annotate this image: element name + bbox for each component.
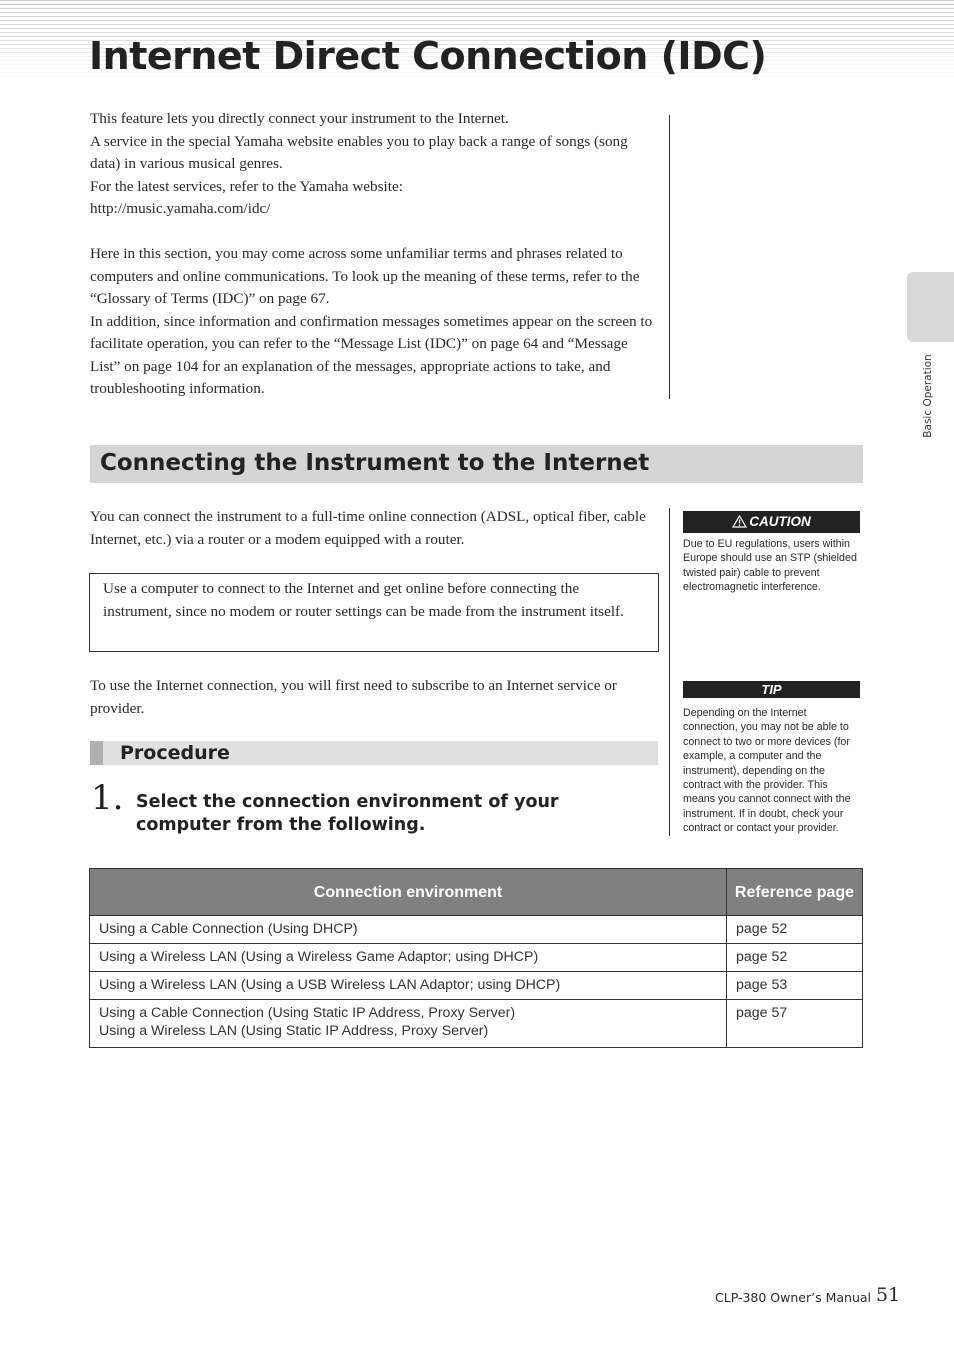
procedure-header [90, 741, 658, 765]
tip-header [683, 681, 860, 698]
yamaha-url: http://music.yamaha.com/idc/ [90, 200, 271, 217]
caution-label: CAUTION [749, 514, 811, 529]
intro-line: For the latest services, refer to the Yamaha website: [90, 177, 403, 195]
chapter-tab-label: Basic Operation [922, 354, 934, 438]
caution-header [683, 511, 860, 533]
glossary-paragraph: Here in this section, you may come across some unfamiliar terms and phrases related to computers and online communications. To look up the meaning of these terms, refer to the “Glossary of Terms (IDC)” on page 67. [90, 245, 640, 307]
procedure-title: Procedure [120, 742, 230, 764]
page-title: Internet Direct Connection (IDC) [89, 34, 767, 78]
environment-cell: Using a Wireless LAN (Using a Wireless Game Adaptor; using DHCP) [90, 944, 727, 972]
section-title: Connecting the Instrument to the Internet [100, 450, 650, 476]
intro-line: A service in the special Yamaha website enables you to play back a range of songs (song data) in various musical genres. [90, 132, 628, 172]
table-row [90, 972, 863, 1000]
column-divider-top [669, 115, 670, 399]
column-divider-bottom [669, 508, 670, 836]
step-instruction: Select the connection environment of your computer from the following. [136, 792, 559, 835]
intro-text [90, 108, 655, 401]
caution-text: Due to EU regulations, users within Europe should use an STP (shielded twisted pair) cable to prevent electromagnetic interference. [683, 538, 857, 594]
intro-line: This feature lets you directly connect your instrument to the Internet. [90, 110, 509, 127]
section-header-bar [90, 445, 863, 483]
column-header-reference: Reference page [727, 869, 863, 916]
environment-cell: Using a Wireless LAN (Using a USB Wireless LAN Adaptor; using DHCP) [90, 972, 727, 1000]
connection-table [89, 868, 863, 1048]
tip-text: Depending on the Internet connection, you may not be able to connect to two or more devices (for example, a computer and the instrument), depending on the contract with the provider. This means you cannot connect with the instrument. If in doubt, check your contract or contact your provider. [683, 707, 851, 835]
footer-page-number: 51 [876, 1284, 901, 1306]
column-header-environment: Connection environment [90, 869, 727, 916]
table-row [90, 916, 863, 944]
step-number: 1. [91, 778, 124, 818]
reference-cell: page 52 [727, 944, 863, 972]
chapter-tab [907, 272, 954, 342]
environment-line: Using a Wireless LAN (Using Static IP Address, Proxy Server) [99, 1023, 489, 1039]
table-row [90, 1000, 863, 1048]
footer-manual-name: CLP-380 Owner’s Manual [715, 1290, 871, 1305]
message-list-paragraph: In addition, since information and confirmation messages sometimes appear on the screen to facilitate operation, you can refer to the “Message List (IDC)” on page 64 and “Message List” on page 104 for an explanation of the messages, appropriate actions to take, and troubleshooting information. [90, 312, 653, 397]
table-row [90, 944, 863, 972]
environment-line: Using a Cable Connection (Using Static IP Address, Proxy Server) [99, 1005, 516, 1021]
table-header-row [90, 869, 863, 916]
tip-label: TIP [761, 682, 782, 697]
reference-cell: page 52 [727, 916, 863, 944]
reference-cell: page 53 [727, 972, 863, 1000]
connection-paragraph: You can connect the instrument to a full-time online connection (ADSL, optical fiber, cable Internet, etc.) via a router or a modem equipped with a router. [90, 508, 646, 548]
environment-cell: Using a Cable Connection (Using DHCP) [90, 916, 727, 944]
subscription-paragraph: To use the Internet connection, you will first need to subscribe to an Internet service or provider. [90, 677, 617, 717]
environment-cell [90, 1000, 727, 1048]
warning-triangle-icon [732, 515, 747, 528]
note-box: Use a computer to connect to the Internet and get online before connecting the instrument, since no modem or router settings can be made from the instrument itself. [89, 573, 659, 652]
reference-cell: page 57 [727, 1000, 863, 1048]
procedure-marker [90, 741, 103, 765]
